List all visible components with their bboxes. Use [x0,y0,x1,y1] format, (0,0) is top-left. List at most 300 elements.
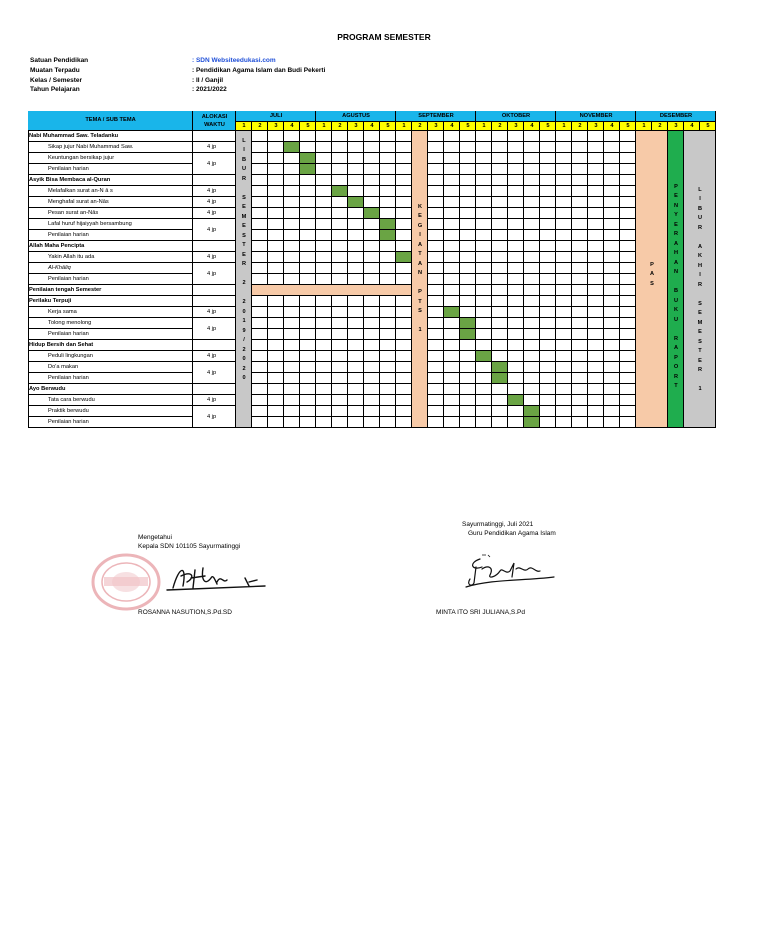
week-slot [540,296,556,307]
week-slot [284,318,300,329]
week-slot [540,384,556,395]
week-slot [572,186,588,197]
week-slot [476,340,492,351]
week-slot [620,186,636,197]
week-label: 5 [546,122,550,129]
week-slot [348,406,364,417]
week-slot [476,307,492,318]
month-label: NOVEMBER [579,113,613,119]
week-slot [476,197,492,208]
week-slot [268,340,284,351]
vertical-letter: 0 [242,375,246,381]
week-slot [588,263,604,274]
week-slot [508,285,524,296]
week-slot [444,406,460,417]
vertical-letter: I [699,272,701,278]
week-slot [268,186,284,197]
week-slot [268,208,284,219]
week-slot [252,296,268,307]
week-slot [476,351,492,362]
vertical-letter: P [674,354,678,361]
week-slot [380,362,396,373]
week-slot [588,208,604,219]
week-slot [364,296,380,307]
week-slot [492,285,508,296]
week-slot [332,197,348,208]
week-slot [604,175,620,186]
vertical-letter: R [673,373,679,380]
vertical-letter: U [673,297,679,304]
week-slot [556,241,572,252]
week-slot [268,230,284,241]
subtheme-label: Tata cara berwudu [48,396,95,403]
week-slot [492,417,508,428]
week-slot [428,274,444,285]
vertical-letter: T [698,348,702,354]
week-slot [572,329,588,340]
week-slot [476,186,492,197]
week-slot [540,274,556,285]
week-slot [460,373,476,384]
week-slot [620,153,636,164]
vertical-letter: B [673,288,679,294]
vertical-letter: E [698,329,702,335]
week-slot [524,230,540,241]
week-slot [556,395,572,406]
week-slot [364,241,380,252]
week-slot [460,230,476,241]
week-slot [316,175,332,186]
week-slot [492,197,508,208]
subtheme-label: Tolong menolong [48,319,92,326]
week-slot [540,131,556,142]
info-value: : II / Ganjil [192,76,224,84]
week-slot [396,318,412,329]
vertical-letter: B [697,205,703,212]
week-slot [380,175,396,186]
week-slot [300,373,316,384]
week-slot [556,340,572,351]
week-slot [460,164,476,175]
week-slot [604,208,620,219]
week-slot [348,230,364,241]
week-slot [540,219,556,230]
week-slot [444,164,460,175]
week-slot [460,351,476,362]
week-slot [300,252,316,263]
week-slot [604,362,620,373]
vertical-letter: R [697,281,703,288]
week-slot [604,373,620,384]
week-slot [588,285,604,296]
week-slot [620,351,636,362]
week-slot [604,351,620,362]
week-slot [604,384,620,395]
week-slot [444,373,460,384]
week-slot [252,340,268,351]
week-label: 2 [498,122,502,129]
week-slot [380,395,396,406]
week-slot [556,373,572,384]
week-slot [556,318,572,329]
week-slot [348,329,364,340]
week-slot [444,329,460,340]
week-slot [268,241,284,252]
alokasi-cell [193,296,236,307]
week-slot [396,186,412,197]
alokasi-value: 4 jp [207,160,217,167]
week-slot [524,395,540,406]
week-slot [572,296,588,307]
subtheme-label: Penilaian harian [48,165,89,172]
alokasi-value: 4 jp [207,352,217,359]
week-slot [524,417,540,428]
vertical-letter: I [419,232,421,238]
vertical-letter: E [418,213,422,219]
week-slot [492,164,508,175]
week-slot [508,307,524,318]
week-slot [460,186,476,197]
week-slot [572,406,588,417]
week-slot [460,274,476,285]
week-slot [332,351,348,362]
vertical-letter: K [673,307,679,313]
week-slot [284,153,300,164]
week-slot [284,274,300,285]
week-label: 3 [274,122,278,129]
week-slot [540,186,556,197]
vertical-letter: A [673,345,679,351]
week-slot [300,351,316,362]
week-slot [268,197,284,208]
week-label: 2 [418,122,422,129]
week-slot [428,131,444,142]
week-slot [300,186,316,197]
week-slot [508,186,524,197]
theme-label: Hidup Bersih dan Sehat [29,341,94,348]
week-slot [396,208,412,219]
week-slot [428,285,444,296]
week-slot [604,274,620,285]
week-slot [508,197,524,208]
week-slot [460,329,476,340]
week-slot [284,373,300,384]
week-slot [540,197,556,208]
week-slot [348,252,364,263]
week-slot [524,131,540,142]
week-slot [524,142,540,153]
week-slot [524,318,540,329]
week-slot [540,175,556,186]
week-slot [364,252,380,263]
week-slot [588,186,604,197]
week-slot [460,197,476,208]
week-slot [364,219,380,230]
week-slot [396,340,412,351]
week-slot [540,329,556,340]
week-slot [460,241,476,252]
week-slot [364,351,380,362]
week-slot [620,318,636,329]
week-slot [620,296,636,307]
week-slot [508,373,524,384]
header-waktu-label: WAKTU [204,122,225,128]
week-slot [588,252,604,263]
week-slot [284,175,300,186]
week-slot [316,252,332,263]
week-slot [492,219,508,230]
week-slot [492,384,508,395]
week-slot [556,285,572,296]
vertical-letter: N [673,269,679,275]
vertical-letter: I [243,147,245,153]
alokasi-value: 4 jp [207,325,217,332]
week-slot [332,263,348,274]
week-slot [348,197,364,208]
week-slot [556,362,572,373]
week-slot [364,395,380,406]
week-slot [268,406,284,417]
week-slot [604,131,620,142]
week-slot [252,395,268,406]
week-slot [476,395,492,406]
week-slot [588,175,604,186]
week-slot [444,252,460,263]
week-slot [524,362,540,373]
week-slot [556,263,572,274]
vertical-letter: M [697,319,703,326]
month-label: DESEMBER [659,113,693,119]
theme-label: Perilaku Terpuji [29,297,72,304]
week-slot [364,384,380,395]
week-slot [540,318,556,329]
week-slot [572,307,588,318]
week-slot [428,197,444,208]
week-slot [364,197,380,208]
vertical-letter: M [241,213,247,220]
week-slot [620,164,636,175]
week-slot [284,417,300,428]
vertical-letter: E [242,223,246,229]
week-label: 4 [530,122,534,129]
subtheme-label: Lafal huruf hijaiyyah bersambung [48,220,132,227]
week-slot [572,142,588,153]
week-slot [268,351,284,362]
week-label: 1 [482,122,486,129]
week-slot [508,318,524,329]
week-slot [316,318,332,329]
theme-label: Nabi Muhammad Saw. Teladanku [29,132,119,139]
subtheme-label: Al-Khāliq [48,264,71,271]
week-slot [284,307,300,318]
week-slot [524,307,540,318]
week-slot [252,318,268,329]
week-slot [428,373,444,384]
week-slot [380,164,396,175]
week-slot [364,142,380,153]
week-slot [524,285,540,296]
subtheme-label: Penilaian harian [48,418,89,425]
vertical-letter: S [242,194,246,201]
week-slot [524,274,540,285]
week-slot [460,318,476,329]
week-slot [396,362,412,373]
week-slot [476,208,492,219]
week-label: 1 [322,122,326,129]
week-slot [284,241,300,252]
week-slot [284,252,300,263]
week-slot [588,274,604,285]
week-label: 1 [402,122,406,129]
week-slot [428,230,444,241]
week-slot [572,373,588,384]
month-label: OKTOBER [501,113,531,119]
week-slot [348,362,364,373]
vertical-letter: 0 [242,308,246,315]
vertical-letter: Y [674,212,678,218]
week-slot [540,252,556,263]
week-slot [396,296,412,307]
week-slot [396,241,412,252]
week-slot [252,351,268,362]
week-slot [316,219,332,230]
week-slot [444,318,460,329]
week-slot [572,252,588,263]
week-slot [460,208,476,219]
week-slot [572,230,588,241]
vertical-letter: H [697,262,703,269]
week-slot [396,351,412,362]
week-slot [396,142,412,153]
week-slot [492,373,508,384]
alokasi-value: 4 jp [207,209,217,216]
week-slot [428,241,444,252]
vertical-letter: S [242,232,246,239]
week-label: 4 [290,122,294,129]
week-slot [508,252,524,263]
week-slot [556,186,572,197]
week-slot [508,175,524,186]
place-date: Sayurmatinggi, Juli 2021 [462,521,534,528]
week-slot [252,230,268,241]
week-slot [284,197,300,208]
week-slot [316,263,332,274]
week-slot [300,362,316,373]
vertical-letter: A [673,240,679,247]
week-slot [316,142,332,153]
week-slot [524,384,540,395]
week-slot [476,406,492,417]
week-slot [332,384,348,395]
week-slot [508,417,524,428]
week-slot [380,318,396,329]
week-slot [444,395,460,406]
week-label: 4 [370,122,374,129]
week-slot [556,329,572,340]
week-slot [444,219,460,230]
week-slot [540,351,556,362]
week-slot [444,274,460,285]
week-slot [556,384,572,395]
week-slot [252,417,268,428]
week-slot [540,142,556,153]
week-slot [524,351,540,362]
week-label: 4 [610,122,614,129]
week-slot [300,296,316,307]
week-slot [444,351,460,362]
week-slot [524,263,540,274]
week-slot [396,153,412,164]
week-slot [332,296,348,307]
week-slot [540,263,556,274]
week-slot [332,329,348,340]
week-slot [604,142,620,153]
week-slot [604,395,620,406]
week-slot [364,340,380,351]
week-slot [348,417,364,428]
week-slot [540,208,556,219]
vertical-letter: 2 [242,365,246,372]
week-slot [572,131,588,142]
principal-signature-icon [165,560,275,594]
week-slot [284,406,300,417]
vertical-letter: G [417,222,423,229]
week-slot [284,296,300,307]
week-slot [396,131,412,142]
week-slot [300,384,316,395]
week-slot [444,186,460,197]
week-slot [476,296,492,307]
week-slot [524,175,540,186]
week-slot [620,329,636,340]
week-slot [604,241,620,252]
week-slot [380,219,396,230]
week-slot [572,384,588,395]
week-slot [460,263,476,274]
week-slot [460,175,476,186]
vertical-letter: P [674,183,678,190]
week-slot [316,274,332,285]
week-slot [556,175,572,186]
vertical-letter: S [418,308,422,314]
week-slot [428,296,444,307]
week-slot [460,296,476,307]
week-slot [300,263,316,274]
week-slot [316,241,332,252]
week-slot [620,362,636,373]
week-slot [364,406,380,417]
week-slot [524,406,540,417]
week-slot [476,318,492,329]
week-slot [396,274,412,285]
week-slot [588,406,604,417]
week-slot [476,274,492,285]
week-slot [620,274,636,285]
alokasi-value: 4 jp [207,369,217,376]
week-slot [268,274,284,285]
week-slot [492,131,508,142]
week-slot [572,340,588,351]
week-slot [364,362,380,373]
week-slot [380,307,396,318]
month-label: AGUSTUS [342,113,370,119]
week-slot [316,153,332,164]
week-slot [268,329,284,340]
week-label: 3 [434,122,438,129]
week-slot [300,208,316,219]
week-slot [332,252,348,263]
week-slot [572,208,588,219]
